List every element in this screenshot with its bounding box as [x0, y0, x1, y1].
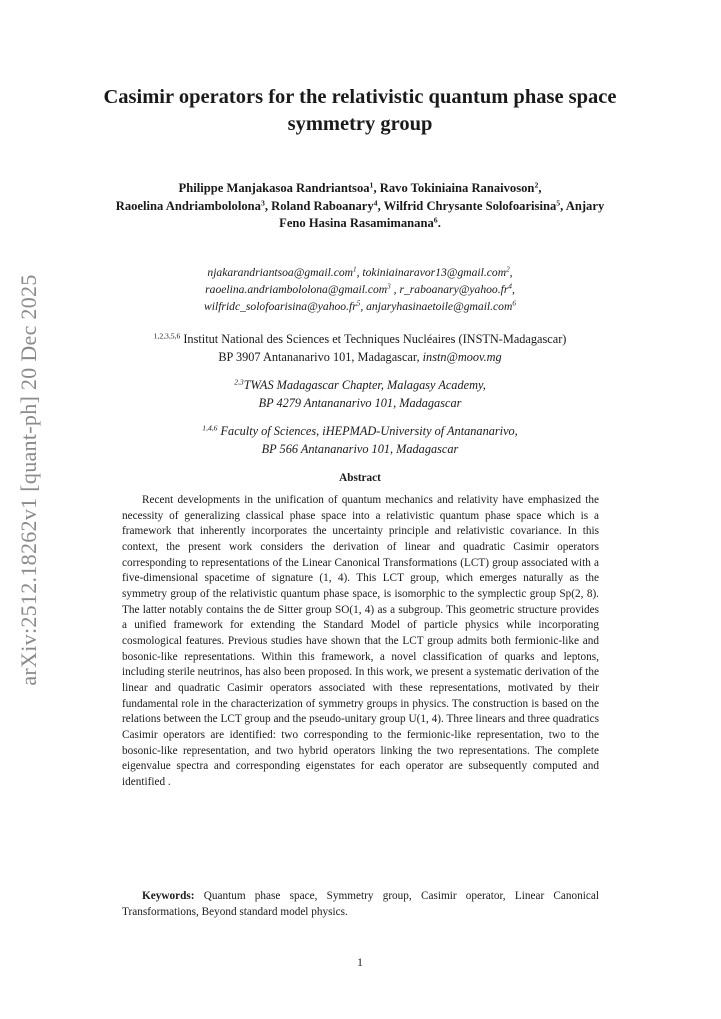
page-number: 1 — [357, 957, 363, 969]
email-link[interactable]: njakarandriantsoa@gmail.com$^1$ — [207, 265, 357, 279]
email-line: $wilfridc\_solofoarisina@yahoo.fr^5$, anjaryhasinaetoile@gmail.com$^6$ — [204, 299, 516, 313]
author: Anjary Feno Hasina Rasamimanana$^6$. — [279, 198, 605, 230]
email-line: raoelina.andriambololona@gmail.com$^3$ , $r\_raboanary@yahoo.fr^4$, — [205, 282, 515, 296]
email-link[interactable]: tokiniainaravor13@gmail.com$^2$ — [362, 265, 510, 279]
arxiv-identifier-stamp: arXiv:2512.18262v1 [quant-ph] 20 Dec 2025 — [16, 274, 41, 686]
abstract-paragraph: Recent developments in the unification of quantum mechanics and relativity have emphasized the necessity of generalizing classical phase space into a relativistic quantum phase space which is a framework that inherently incorporates the uncertainty principle and relativistic covariance. In this context, the present work considers the derivation of linear and quadratic Casimir operators corresponding to representations of the Linear Canonical Transformations (LCT) group associated with a five-dimensional spacetime of signature (1, 4). This LCT group, which emerges naturally as the symmetry group of the relativistic quantum phase space, is isomorphic to the symplectic group Sp(2, 8). The latter notably contains the de Sitter group SO(1, 4) as a subgroup. This geometric structure provides a unified framework for extending the Standard Model of particle physics while incorporating cosmological features. Previous studies have shown that the LCT group admits both fermionic-like and bosonic-like representations. Within this framework, a novel classification of quarks and leptons, including sterile neutrinos, has also been proposed. In this work, we present a systematic derivation of the linear and quadratic Casimir operators associated with these representations, motivated by their fundamental role in the characterization of symmetry groups in physics. The construction is based on the relations between the LCT group and the pseudo-unitary group U(1, 4). Three linears and three quadratics Casimir operators are identified: two corresponding to the fermionic-like representation, two to the bosonic-like representation, and two hybrid operators linking the two representations. The complete eigenvalue spectra and corresponding eigenstates for each operator are subsequently computed and identified . — [122, 494, 599, 788]
affiliation-instn: $^{1,2,3,5,6}$ Institut National des Sciences et Techniques Nucléaires (INSTN-Madagascar) BP 3907 Antananarivo 101, Madagascar, instn@moov.mg — [153, 331, 567, 364]
email-link[interactable]: raoelina.andriambololona@gmail.com$^3$ — [205, 282, 391, 296]
abstract-heading: Abstract — [339, 472, 381, 484]
author: Philippe Manjakasoa Randriantsoa$^1$, — [178, 180, 380, 195]
affiliation-twas: $^{2,3}$TWAS Madagascar Chapter, Malagasy Academy, BP 4279 Antananarivo 101, Madagascar — [234, 377, 486, 410]
email-line: njakarandriantsoa@gmail.com$^1$, tokiniainaravor13@gmail.com$^2$, — [207, 265, 513, 279]
paper-title: Casimir operators for the relativistic quantum phase space symmetry group — [103, 86, 617, 135]
keywords-label: Keywords: — [142, 890, 195, 902]
author: Ravo Tokiniaina Ranaivoson$^2$, — [379, 180, 542, 195]
institution-email[interactable]: instn@moov.mg — [422, 349, 502, 364]
author-emails — [110, 264, 610, 315]
author: Wilfrid Chrysante Solofoarisina$^5$, — [383, 197, 566, 213]
author: Raoelina Andriambololona$^3$, — [115, 197, 272, 213]
email-link[interactable]: anjaryhasinaetoile@gmail.com$^6$ — [366, 299, 516, 313]
author-list — [105, 180, 615, 233]
keywords-section — [122, 889, 599, 920]
email-link[interactable]: $r\_raboanary@yahoo.fr^4$ — [399, 282, 512, 296]
affiliation-university: $^{1,4,6}$ Faculty of Sciences, iHEPMAD-University of Antananarivo, BP 566 Antananarivo 101, Madagascar — [202, 423, 518, 456]
author: Roland Raboanary$^4$, — [271, 197, 384, 213]
email-link[interactable]: $wilfridc\_solofoarisina@yahoo.fr^5$ — [204, 299, 361, 313]
keywords-text: Quantum phase space, Symmetry group, Casimir operator, Linear Canonical Transformations, Beyond standard model physics. — [122, 890, 599, 918]
abstract-body — [122, 493, 599, 790]
